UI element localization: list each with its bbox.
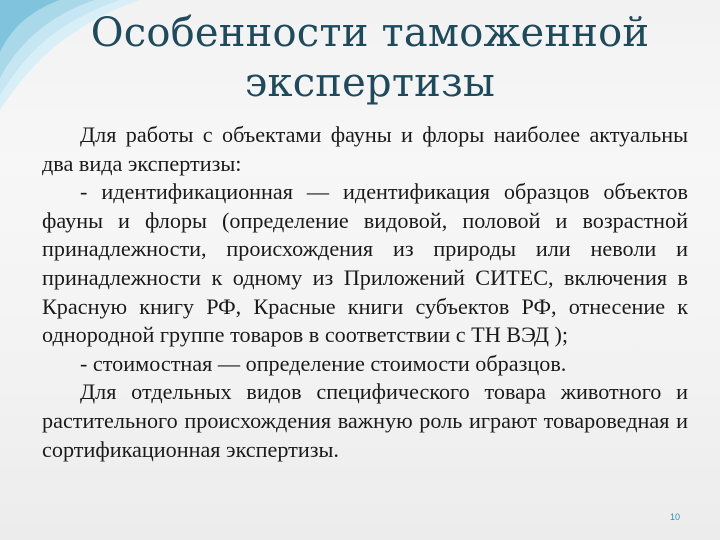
paragraph-identification: - идентификационная — идентификация образцов объектов фауны и флоры (определение видовой, половой и возрастной принадлежности, происхождения из природы или неволи и принадлежности к одному из Приложений СИТЕС, включения в Красную книгу РФ, Красные книги субъектов РФ, отнесение к однородной группе товаров в соответствии с ТН ВЭД ); bbox=[42, 179, 688, 348]
paragraph-intro: Для работы с объектами фауны и флоры наиболее актуальны два вида экспертизы: bbox=[42, 122, 688, 176]
page-number: 10 bbox=[670, 512, 681, 522]
slide-title-line-2: экспертизы bbox=[244, 60, 496, 106]
slide-body bbox=[42, 121, 688, 464]
paragraph-specific-goods: Для отдельных видов специфического товара животного и растительного происхождения важную роль играют товароведная и сортификационная экспертизы. bbox=[42, 379, 688, 462]
paragraph-valuation: - стоимостная — определение стоимости образцов. bbox=[80, 350, 567, 376]
slide-title bbox=[90, 8, 650, 108]
slide-title-line-1: Особенности таможенной bbox=[90, 10, 650, 56]
